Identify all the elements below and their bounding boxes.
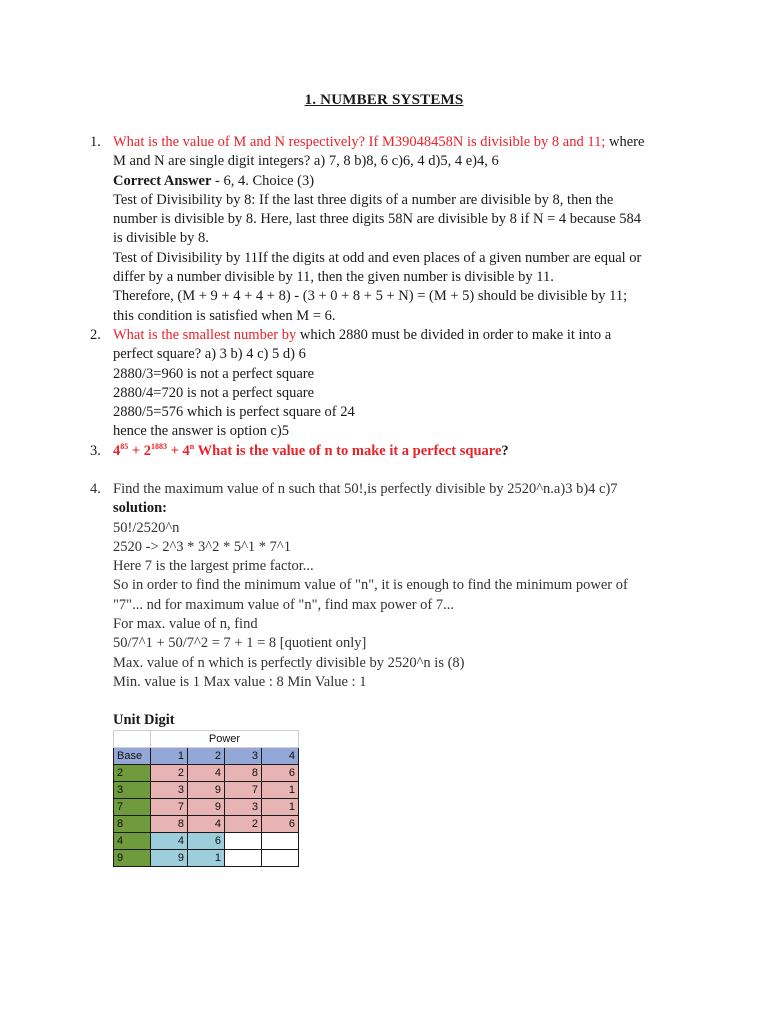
explanation-line: differ by a number divisible by 11, then the given number is divisible by 11. <box>113 269 554 286</box>
table-cell: 8 <box>151 816 188 833</box>
base-cell: 4 <box>114 833 151 850</box>
solution-line: Max. value of n which is perfectly divisible by 2520^n is (8) <box>113 654 465 671</box>
explanation-line: number is divisible by 8. Here, last three digits 58N are divisible by 8 if N = 4 because 584 <box>113 211 642 228</box>
solution-line: Here 7 is the largest prime factor... <box>113 558 314 575</box>
table-cell: 4 <box>188 765 225 782</box>
solution-line: So in order to find the minimum value of "n", it is enough to find the minimum power of <box>113 577 628 594</box>
table-cell <box>262 850 299 867</box>
answer-value: - 6, 4. Choice (3) <box>211 172 315 189</box>
table-row <box>114 782 299 799</box>
table-row <box>114 850 299 867</box>
power-header: Power <box>151 731 299 748</box>
question-4 <box>90 480 730 692</box>
table-cell: 3 <box>225 799 262 816</box>
unit-digit-table <box>113 730 299 867</box>
question-number: 2. <box>90 327 101 343</box>
solution-line: 2520 -> 2^3 * 3^2 * 5^1 * 7^1 <box>113 538 291 555</box>
table-row <box>114 816 299 833</box>
table-cell <box>262 833 299 850</box>
answer-label: Correct Answer <box>113 172 212 189</box>
solution-line: 50/7^1 + 50/7^2 = 7 + 1 = 8 [quotient only] <box>113 635 367 652</box>
power-col-header: 4 <box>262 748 299 765</box>
question-text-red: What is the smallest number by <box>113 327 297 343</box>
table-cell: 1 <box>262 782 299 799</box>
explanation-line: hence the answer is option c)5 <box>113 423 289 440</box>
expression-base: 4 <box>113 443 121 459</box>
table-cell: 9 <box>151 850 188 867</box>
table-cell: 2 <box>151 765 188 782</box>
unit-digit-title: Unit Digit <box>113 712 175 728</box>
table-cell: 7 <box>225 782 262 799</box>
table-cell: 6 <box>188 833 225 850</box>
table-cell: 1 <box>262 799 299 816</box>
expression-exponent: 85 <box>120 442 129 451</box>
question-1 <box>90 133 730 326</box>
explanation-line: 2880/4=720 is not a perfect square <box>113 384 315 401</box>
solution-line: Min. value is 1 Max value : 8 Min Value : 1 <box>113 673 367 690</box>
power-col-header: 1 <box>151 748 188 765</box>
table-row <box>114 765 299 782</box>
solution-line: "7"... nd for maximum value of "n", find max power of 7... <box>113 596 454 613</box>
question-text-red: What is the value of M and N respectively? If M39048458N is divisible by 8 and 11; <box>113 134 606 150</box>
explanation-line: 2880/3=960 is not a perfect square <box>113 365 315 382</box>
expression-term: + 2 <box>128 443 152 459</box>
explanation-line: Therefore, (M + 9 + 4 + 4 + 8) - (3 + 0 + 8 + 5 + N) = (M + 5) should be divisible by 11; <box>113 288 628 305</box>
question-3 <box>90 442 730 461</box>
table-row <box>114 833 299 850</box>
question-number: 1. <box>90 134 101 150</box>
solution-line: For max. value of n, find <box>113 616 258 633</box>
table-cell: 2 <box>225 816 262 833</box>
base-cell: 2 <box>114 765 151 782</box>
expression-exponent: n <box>189 442 195 451</box>
table-cell: 4 <box>151 833 188 850</box>
question-text-red: What is the value of n to make it a perfect square <box>194 443 502 459</box>
explanation-line: 2880/5=576 which is perfect square of 24 <box>113 404 355 421</box>
explanation-line: this condition is satisfied when M = 6. <box>113 307 336 324</box>
question-options: M and N are single digit integers? a) 7, 8 b)8, 6 c)6, 4 d)5, 4 e)4, 6 <box>113 153 499 170</box>
expression-term: + 4 <box>167 443 190 459</box>
table-cell: 7 <box>151 799 188 816</box>
question-text: which 2880 must be divided in order to make it into a <box>296 327 612 343</box>
table-cell: 6 <box>262 816 299 833</box>
table-cell: 9 <box>188 782 225 799</box>
solution-line: 50!/2520^n <box>113 519 180 536</box>
base-cell: 3 <box>114 782 151 799</box>
base-cell: 7 <box>114 799 151 816</box>
table-cell: 1 <box>188 850 225 867</box>
question-number: 3. <box>90 443 101 459</box>
base-header: Base <box>114 748 151 765</box>
table-cell <box>225 833 262 850</box>
table-cell: 3 <box>151 782 188 799</box>
question-number: 4. <box>90 481 101 497</box>
question-text: where <box>605 134 645 150</box>
table-cell: 4 <box>188 816 225 833</box>
base-cell: 8 <box>114 816 151 833</box>
explanation-line: is divisible by 8. <box>113 230 209 247</box>
page-title: 1. NUMBER SYSTEMS <box>304 92 464 108</box>
table-corner <box>114 731 151 748</box>
power-col-header: 2 <box>188 748 225 765</box>
base-cell: 9 <box>114 850 151 867</box>
explanation-line: Test of Divisibility by 8: If the last three digits of a number are divisible by 8, then the <box>113 191 614 208</box>
question-text: Find the maximum value of n such that 50!,is perfectly divisible by 2520^n.a)3 b)4 c)7 <box>113 481 618 497</box>
table-cell: 9 <box>188 799 225 816</box>
question-options: perfect square? a) 3 b) 4 c) 5 d) 6 <box>113 346 306 363</box>
table-row <box>114 799 299 816</box>
table-cell <box>225 850 262 867</box>
explanation-line: Test of Divisibility by 11If the digits at odd and even places of a given number are equal or <box>113 249 642 266</box>
solution-label: solution: <box>113 500 167 517</box>
expression-exponent: 1883 <box>151 442 168 451</box>
question-end: ? <box>501 443 509 459</box>
power-col-header: 3 <box>225 748 262 765</box>
table-cell: 8 <box>225 765 262 782</box>
table-cell: 6 <box>262 765 299 782</box>
question-2 <box>90 326 730 442</box>
